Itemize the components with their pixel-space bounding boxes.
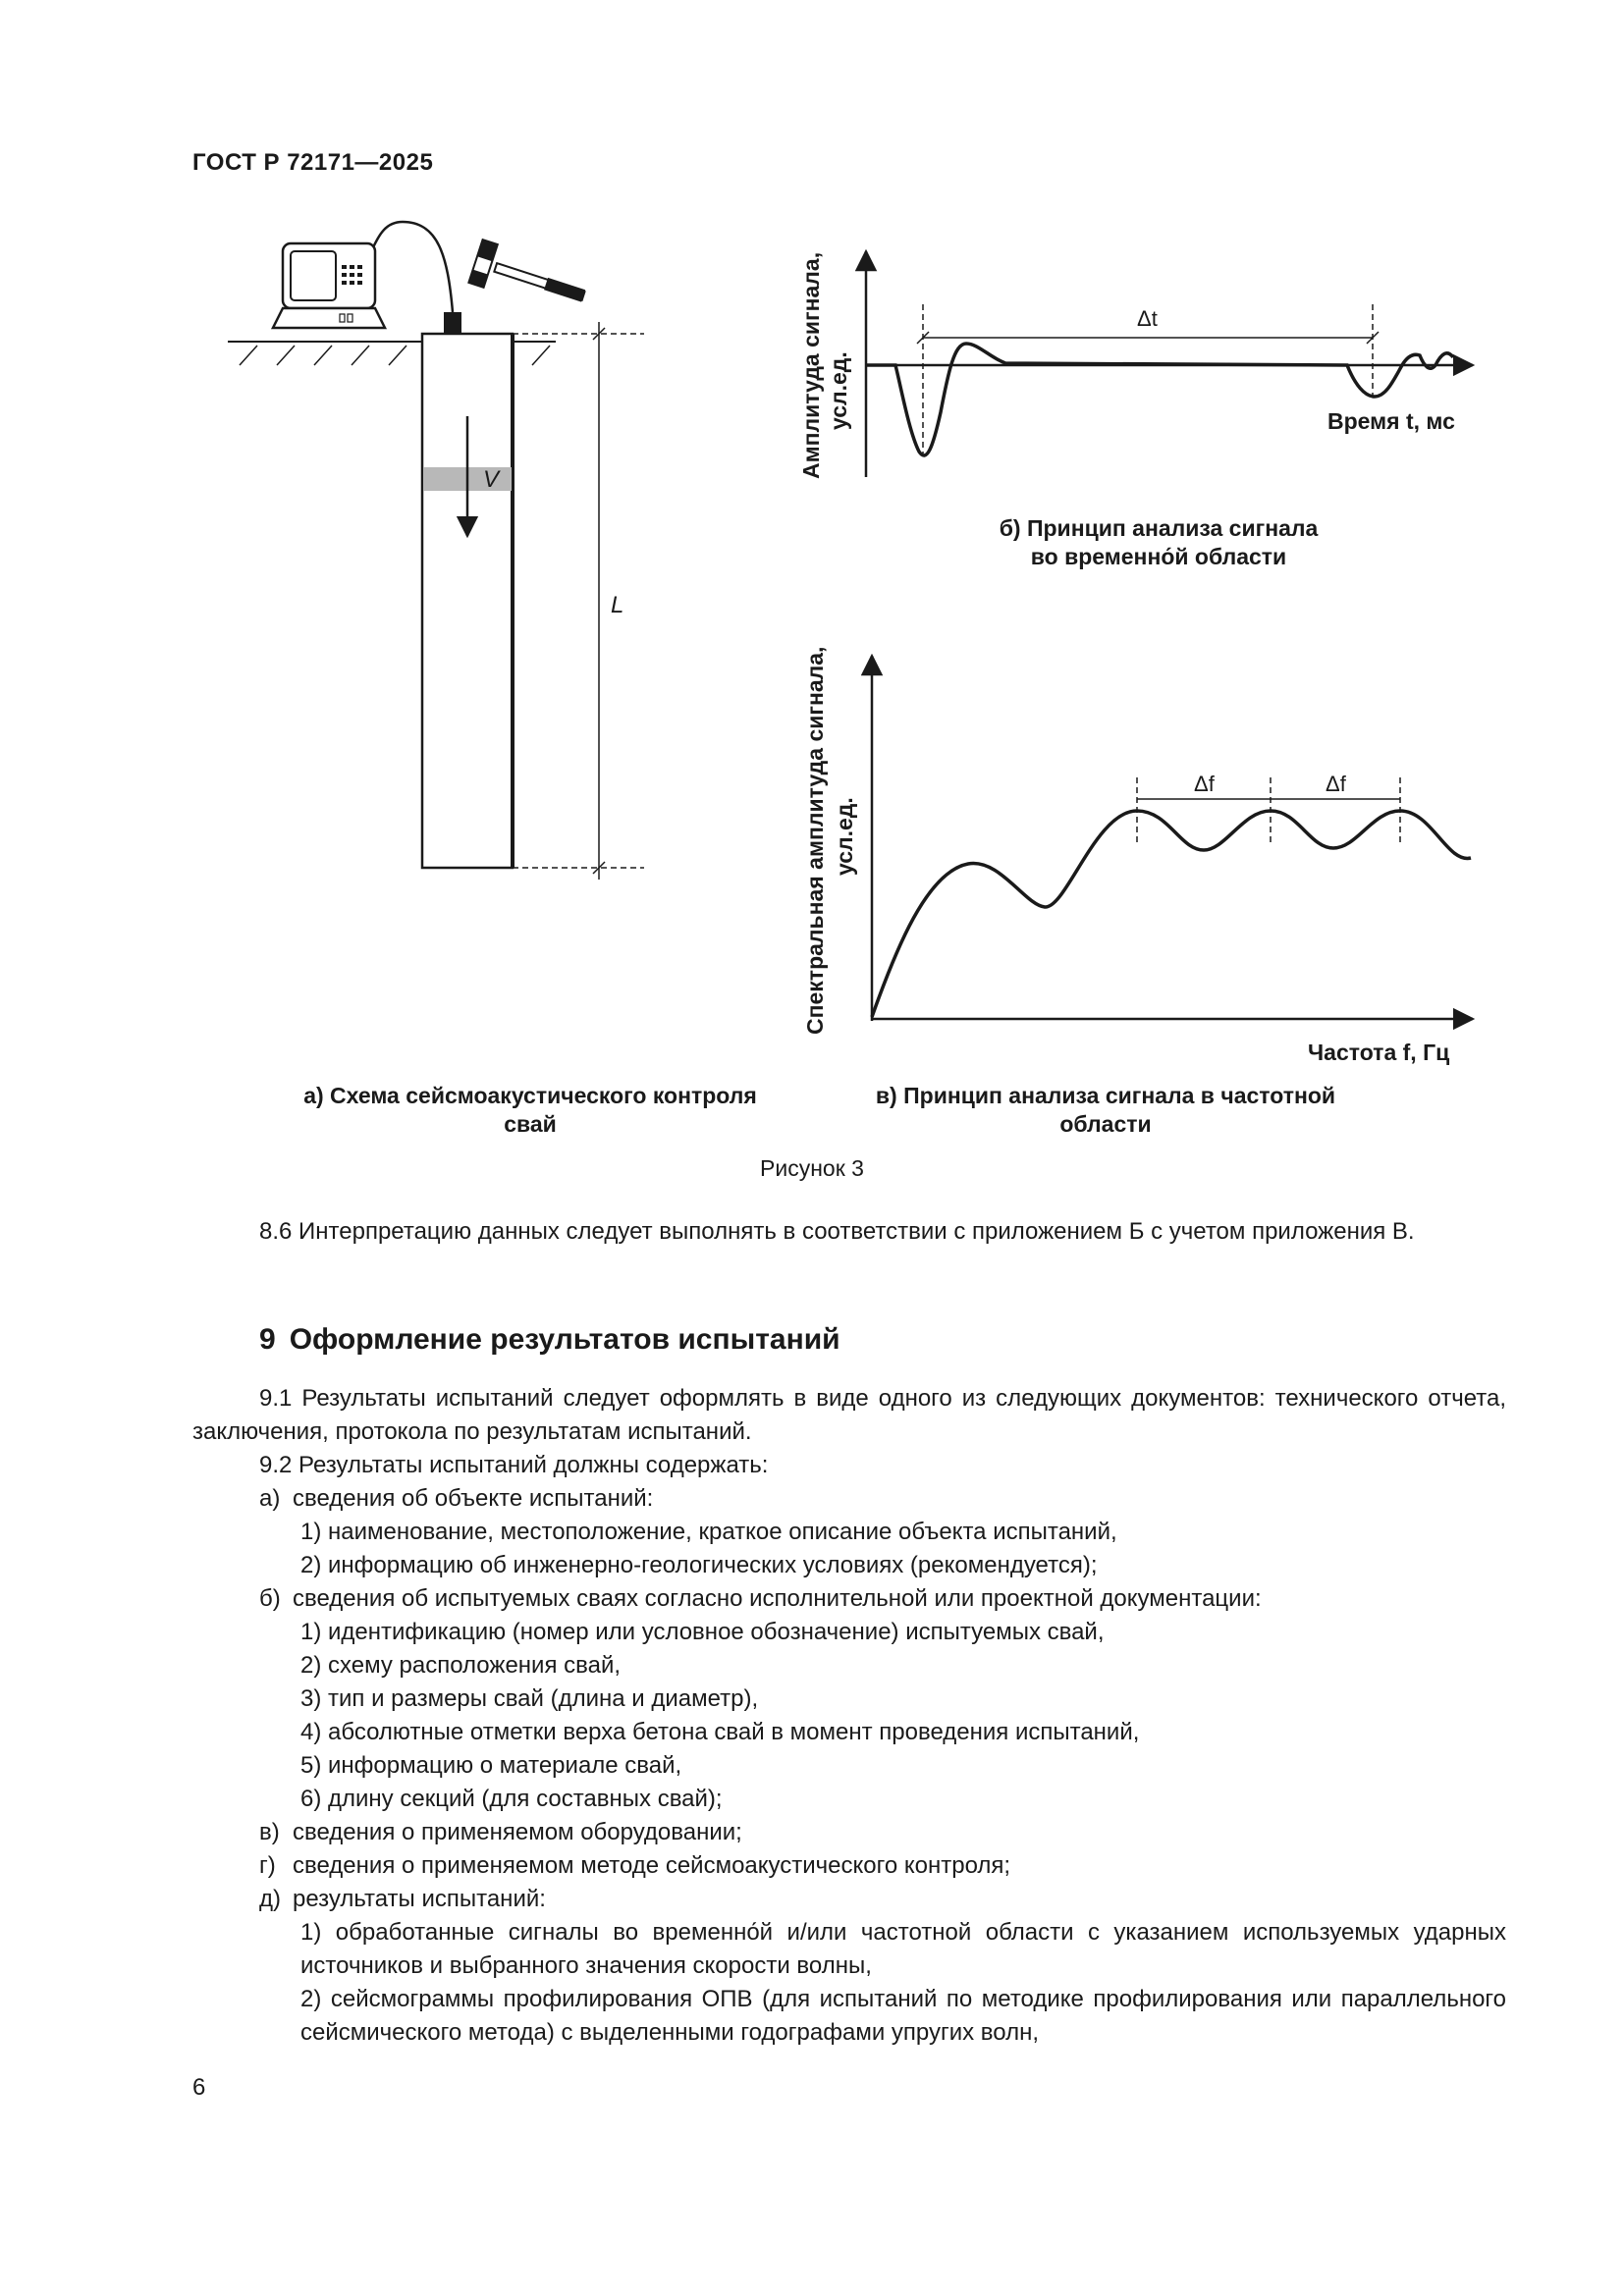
- list-item-b: [192, 1582, 1506, 1616]
- freq-y-label-line2: усл.ед.: [832, 797, 857, 876]
- list-item-b-3: 3) тип и размеры свай (длина и диаметр),: [300, 1685, 759, 1712]
- sensor-cable: [371, 222, 453, 312]
- time-y-label-line2: усл.ед.: [826, 351, 851, 430]
- list-item-a-2: 2) информацию об инженерно-геологических условиях (рекомендуется);: [300, 1552, 1098, 1578]
- list-item-text: сведения о применяемом оборудовании;: [293, 1819, 742, 1845]
- pile-diagram: [228, 222, 644, 880]
- list-item-b-4: 4) абсолютные отметки верха бетона свай в момент проведения испытаний,: [300, 1719, 1140, 1745]
- list-marker: б): [259, 1585, 281, 1612]
- time-x-label: Время t, мс: [1327, 408, 1455, 434]
- figure-title: Рисунок 3: [760, 1155, 864, 1181]
- sensor-icon: [444, 312, 461, 334]
- section-9-body: [192, 1382, 1506, 2050]
- list-item-g: [192, 1849, 1506, 1883]
- velocity-label: V: [483, 466, 500, 493]
- list-item-b-5: 5) информацию о материале свай,: [300, 1752, 682, 1779]
- laptop-icon: [273, 243, 385, 328]
- freq-chart-caption-line2: области: [1059, 1111, 1152, 1137]
- list-item-v: [192, 1816, 1506, 1849]
- list-item-text: сведения об объекте испытаний:: [293, 1485, 654, 1512]
- list-item-b-6: 6) длину секций (для составных свай);: [300, 1786, 723, 1812]
- paragraph-9-2: 9.2 Результаты испытаний должны содержать:: [259, 1452, 769, 1478]
- list-item-d: [192, 1883, 1506, 1916]
- list-item-b-1: 1) идентификацию (номер или условное обозначение) испытуемых свай,: [300, 1619, 1105, 1645]
- time-chart-caption-line1: б) Принцип анализа сигнала: [999, 515, 1319, 541]
- list-item-a: [192, 1482, 1506, 1516]
- time-signal-curve: [866, 344, 1453, 455]
- paragraph-8-6-block: [192, 1215, 1506, 1249]
- page-number: 6: [192, 2074, 206, 2101]
- list-marker: в): [259, 1819, 280, 1845]
- hammer-icon: [468, 240, 585, 301]
- list-item-text: сведения о применяемом методе сейсмоакустического контроля;: [293, 1852, 1011, 1879]
- paragraph-9-1: 9.1 Результаты испытаний следует оформлять в виде одного из следующих документов: технического отчета, заключения, протокола по результатам испытаний.: [192, 1385, 1506, 1445]
- freq-y-label-line1: Спектральная амплитуда сигнала,: [802, 646, 828, 1035]
- list-marker: д): [259, 1886, 281, 1912]
- list-item-d-1: 1) обработанные сигналы во временно́й и/или частотной области с указанием используемых ударных источников и выбранного значения скорости волны,: [300, 1919, 1506, 1979]
- delta-t-label: Δt: [1137, 306, 1158, 331]
- frequency-domain-chart: [802, 647, 1473, 1137]
- list-item-b-2: 2) схему расположения свай,: [300, 1652, 622, 1679]
- section-number: 9: [259, 1323, 276, 1356]
- freq-chart-caption-line1: в) Принцип анализа сигнала в частотной: [875, 1083, 1336, 1108]
- document-header: ГОСТ Р 72171—2025: [192, 149, 434, 176]
- section-9-heading: [259, 1323, 854, 1357]
- pile: [422, 334, 513, 868]
- delta-f-label-1: Δf: [1194, 772, 1215, 796]
- length-label: L: [611, 592, 624, 618]
- paragraph-8-6: 8.6 Интерпретацию данных следует выполнять в соответствии с приложением Б с учетом приложения В.: [259, 1218, 1415, 1245]
- freq-spectrum-curve: [872, 811, 1471, 1017]
- list-item-d-2: 2) сейсмограммы профилирования ОПВ (для испытаний по методике профилирования или параллельного сейсмического метода) с выделенными годографами упругих волн,: [300, 1986, 1506, 2046]
- time-y-label-line1: Амплитуда сигнала,: [798, 251, 824, 479]
- list-marker: г): [259, 1852, 276, 1879]
- delta-f-label-2: Δf: [1326, 772, 1346, 796]
- list-marker: а): [259, 1485, 281, 1512]
- freq-x-label: Частота f, Гц: [1308, 1040, 1450, 1065]
- time-chart-caption-line2: во временно́й области: [1030, 544, 1287, 569]
- time-domain-chart: [798, 251, 1473, 569]
- list-item-a-1: 1) наименование, местоположение, краткое описание объекта испытаний,: [300, 1519, 1117, 1545]
- pile-diagram-caption-line1: а) Схема сейсмоакустического контроля: [303, 1083, 757, 1108]
- list-item-text: сведения об испытуемых сваях согласно исполнительной или проектной документации:: [293, 1585, 1262, 1612]
- list-item-text: результаты испытаний:: [293, 1886, 546, 1912]
- section-title: Оформление результатов испытаний: [289, 1323, 840, 1356]
- pile-diagram-caption-line2: свай: [504, 1111, 557, 1137]
